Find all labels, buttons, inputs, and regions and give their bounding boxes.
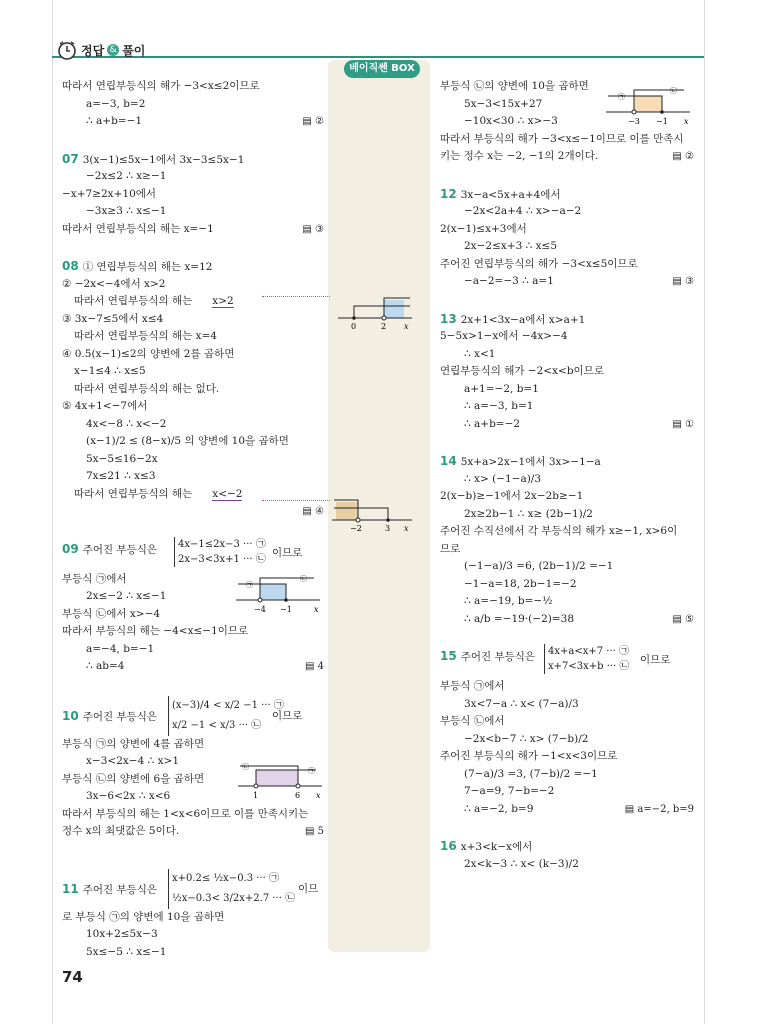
text-line: x−3<2x−4 ∴ x>1 [86,755,180,767]
text-line: 3(x−1)≤5x−1에서 3x−3≤5x−1 [82,153,245,166]
text-line: 5x−5≤16−2x [86,452,158,465]
text-line: 따라서 연립부등식의 해가 −3<x≤2이므로 [62,80,260,92]
answer-mark: ▤ ③ [672,276,694,287]
header-rule [52,56,704,58]
text-line [440,148,694,166]
text-line: a+1=−2, b=1 [464,382,539,395]
question-number: 10 [62,708,79,723]
text-line: 키는 정수 x는 −2, −1의 2개이다. [440,150,599,162]
tick-dot [258,598,262,602]
text-line: 2x+1<3x−a에서 x>a+1 [460,313,586,326]
text-line: 따라서 부등식의 해는 −4<x≤−1이므로 [62,625,249,637]
text-line [62,221,324,239]
text-line: 2(x−1)≤x+3에서 [440,222,527,235]
question-number: 08 [62,259,79,273]
question-number: 15 [440,649,457,663]
text-line: −1−a=18, 2b−1=−2 [464,577,577,590]
text-line: 로 부등식 ㉠의 양변에 10을 곱하면 [62,910,225,923]
question-number: 16 [440,839,457,853]
text-line: 부등식 ㉡의 양변에 10을 곱하면 [440,80,589,92]
solution-shade [384,300,404,318]
number-line-09 [234,572,324,616]
text-line: 5x−3<15x+27 [464,97,543,110]
solution-shade [256,770,298,786]
page-left-edge [52,0,53,1024]
solution-shade [336,502,358,520]
text-line: −2x<2a+4 ∴ x>−a−2 [464,205,582,217]
text-line: x+3<k−x에서 [460,841,533,853]
right-column [440,78,694,873]
answer-mark: ▤ ③ [302,223,324,235]
text-line: 따라서 연립부등식의 해는 x=4 [74,330,217,342]
text-line: 3x−a<5x+a+4에서 [460,188,561,201]
text-line: ① 연립부등식의 해는 x=12 [82,261,213,273]
text-line: 5x+a>2x−1에서 3x>−1−a [460,456,601,468]
text-line: −a−2=−3 ∴ a=1 [464,275,554,287]
basic-box-label: 베이직쎈 BOX [344,60,420,78]
text-line: −3x≥3 ∴ x≤−1 [86,205,167,217]
connector-line [262,500,330,501]
text-line: 따라서 부등식의 해가 −3<x≤−1이므로 이를 만족시 [440,132,684,145]
tick-label: −1 [280,605,292,614]
underlined-solution: x>2 [212,295,234,307]
text-line: x+7<3x+b ··· ㉡ [548,661,630,672]
system-of-inequalities [168,696,284,736]
tick-dot [356,518,360,522]
text-line: (x−1)/2 ≤ (8−x)/5 의 양변에 10을 곱하면 [86,435,289,447]
text-line: 7x≤21 ∴ x≤3 [86,470,156,482]
header-title-part2: 풀이 [122,43,146,58]
mark-label: ㉠ [246,581,253,589]
text-line: 5−5x>1−x에서 −4x>−4 [440,330,568,342]
tick-label: −1 [656,117,668,126]
text-line [62,658,324,676]
mark-label: ㉡ [300,575,307,583]
connector-line [262,296,330,297]
text-line: 부등식 ㉠에서 [440,680,505,692]
text-line: 이므로 [640,654,671,666]
text-line: 5x≤−5 ∴ x≤−1 [86,945,167,958]
text-line: 이므 [298,882,319,895]
text-line: a=−3, b=2 [86,97,146,110]
tick-label: 0 [351,322,357,331]
text-line: 4x+a<x+7 ··· ㉠ [548,646,629,657]
mark-label: ㉠ [308,767,315,775]
axis-var: x [684,117,689,126]
tick-dot [632,110,636,114]
number-line-08b [330,492,416,534]
text-line: 2x≥2b−1 ∴ x≥ (2b−1)/2 [464,507,593,520]
tick-dot [660,110,664,114]
answer-mark: ▤ ② [302,116,324,127]
text-line [62,503,324,521]
text-line: −10x<30 ∴ x>−3 [464,115,558,127]
tick-label: 6 [295,791,301,800]
answer-mark: ▤ ⑤ [672,613,694,625]
question-07-line [62,151,324,169]
mark-label: ㉡ [670,87,677,95]
axis-var: x [404,524,409,533]
text-line: ∴ x<1 [464,347,496,360]
text-line: −2x≤2 ∴ x≥−1 [86,170,167,182]
text-line: 4x<−8 ∴ x<−2 [86,417,167,430]
solution-shade [260,584,286,600]
question-number: 07 [62,151,79,166]
number-line-08a [334,290,416,332]
text-line: 이므로 [272,709,303,722]
alarm-clock-icon [56,39,78,61]
tick-dot [352,316,356,320]
tick-dot [382,316,386,320]
axis-var: x [314,605,319,614]
system-of-inequalities [544,644,629,674]
text-line: 2x≤−2 ∴ x≤−1 [86,590,167,602]
underlined-solution: x<−2 [212,487,243,500]
header-title-part1: 정답 [81,43,105,58]
text-line: 따라서 부등식의 해는 1<x<6이므로 이를 만족시키는 [62,807,309,820]
left-column [62,78,324,961]
number-line-10 [236,758,326,802]
tick-dot [284,598,288,602]
tick-label: 1 [253,791,259,800]
text-line: x/2 −1 < x/3 ··· ㉡ [172,719,262,731]
text-line: ∴ x> (−1−a)/3 [464,472,542,485]
text-line: ∴ a+b=−1 [86,115,143,127]
header-logo [56,40,145,60]
question-09-line [62,538,324,571]
text-line: 2x−3<3x+1 ··· ㉡ [178,553,266,565]
text-line: ∴ a/b =−19·(−2)=38 [464,612,574,625]
text-line: ④ 0.5(x−1)≤2의 양변에 2를 곱하면 [62,347,235,360]
text-line: (−1−a)/3 =6, (2b−1)/2 =−1 [464,560,614,572]
text-line: x−1≤4 ∴ x≤5 [74,365,146,377]
text-line [440,273,694,291]
question-number: 09 [62,541,79,556]
page-right-edge [704,0,705,1024]
text-line [440,801,694,819]
axis-var: x [316,791,321,800]
text-line: 주어진 부등식은 [82,710,158,723]
answer-mark: ▤ 4 [305,661,324,672]
text-line: ∴ ab=4 [86,660,125,672]
text-line [440,611,694,629]
mark-label: ㉠ [618,93,625,101]
tick-label: 2 [381,322,387,331]
text-line: 부등식 ㉡의 양변에 6을 곱하면 [62,772,205,785]
header-title-amp: & [107,44,119,56]
text-line: 주어진 부등식은 [82,883,158,896]
question-10-line [62,696,324,736]
system-of-inequalities [168,869,295,909]
question-number: 12 [440,186,457,201]
text-line: 므로 [440,542,461,555]
text-line: 3x<7−a ∴ x< (7−a)/3 [464,697,579,710]
question-number: 14 [440,454,457,468]
text-line: 주어진 부등식은 [460,651,536,663]
text-line [62,823,324,841]
text-line: ∴ a+b=−2 [464,417,521,430]
question-12-line [440,186,694,204]
text-line [62,113,324,131]
tick-label: −2 [350,524,362,533]
text-line: 연립부등식의 해가 −2<x<b이므로 [440,365,604,377]
text-line: ∴ a=−2, b=9 [464,802,534,815]
question-08-line [62,258,324,276]
text-line: 부등식 ㉠의 양변에 4를 곱하면 [62,737,205,750]
text-line: 4x−1≤2x−3 ··· ㉠ [178,538,266,550]
text-line: −x+7≥2x+10에서 [62,187,157,200]
text-line: (7−a)/3 =3, (7−b)/2 =−1 [464,767,598,780]
tick-dot [386,518,390,522]
question-number: 13 [440,311,457,326]
text-line: 주어진 부등식의 해가 −1<x<3이므로 [440,750,618,762]
text-line: 부등식 ㉡에서 [440,715,505,727]
answer-mark: ▤ 5 [305,826,324,837]
question-15-line [440,648,694,678]
text-line: 따라서 연립부등식의 해는 x=−1 [62,222,214,235]
text-line: 부등식 ㉠에서 [62,572,127,585]
text-line: ⑤ 4x+1<−7에서 [62,400,148,412]
tick-dot [296,784,300,788]
page-number: 74 [62,968,83,986]
text-line: 주어진 수직선에서 각 부등식의 해가 x≥−1, x>6이 [440,525,678,537]
number-line-11 [604,84,694,128]
solution-shade [634,96,662,112]
text-line: 3x−6<2x ∴ x<6 [86,790,171,802]
answer-mark: ▤ ② [672,151,694,162]
text-line: 주어진 부등식은 [82,543,158,556]
text-line: x+0.2≤ ½x−0.3 ··· ㉠ [172,872,279,884]
axis-var: x [404,322,409,331]
text-line: 10x+2≤5x−3 [86,928,158,940]
answer-mark: ▤ ④ [302,506,324,517]
text-line: ③ 3x−7≤5에서 x≤4 [62,312,164,325]
text-line: 주어진 연립부등식의 해가 −3<x≤5이므로 [440,257,638,270]
text-line: 정수 x의 최댓값은 5이다. [62,825,180,837]
answer-mark: ▤ ① [672,418,694,430]
question-11-line [62,869,324,909]
text-line: 이므로 [272,546,303,559]
system-of-inequalities [174,537,266,567]
tick-dot [254,784,258,788]
text-line: ② −2x<−4에서 x>2 [62,277,166,290]
tick-label: 3 [385,524,391,533]
text-line: ½x−0.3< 3/2x+2.7 ··· ㉡ [172,892,296,904]
question-16-line [440,838,694,856]
text-line: 2x<k−3 ∴ x< (k−3)/2 [464,857,579,870]
text-line [440,416,694,434]
text-line: (x−3)/4 < x/2 −1 ··· ㉠ [172,699,284,711]
question-14-line [440,453,694,471]
text-line: a=−4, b=−1 [86,642,155,655]
text-line: 2(x−b)≥−1에서 2x−2b≥−1 [440,490,584,502]
text-line: 따라서 연립부등식의 해는 [74,295,193,307]
tick-label: −4 [254,605,266,614]
text-line: 7−a=9, 7−b=−2 [464,785,555,797]
tick-label: −3 [628,117,640,126]
mark-label: ㉡ [242,763,249,771]
question-13-line [440,311,694,329]
question-number: 11 [62,881,79,896]
text-line: −2x<b−7 ∴ x> (7−b)/2 [464,732,589,745]
text-line: 따라서 연립부등식의 해는 없다. [74,382,220,395]
text-line: 따라서 연립부등식의 해는 [74,487,193,500]
text-line: ∴ a=−19, b=−½ [464,595,553,607]
text-line: 부등식 ㉡에서 x>−4 [62,607,161,620]
answer-mark: ▤ a=−2, b=9 [624,803,694,815]
text-line: ∴ a=−3, b=1 [464,400,534,412]
text-line: 2x−2≤x+3 ∴ x≤5 [464,240,558,252]
